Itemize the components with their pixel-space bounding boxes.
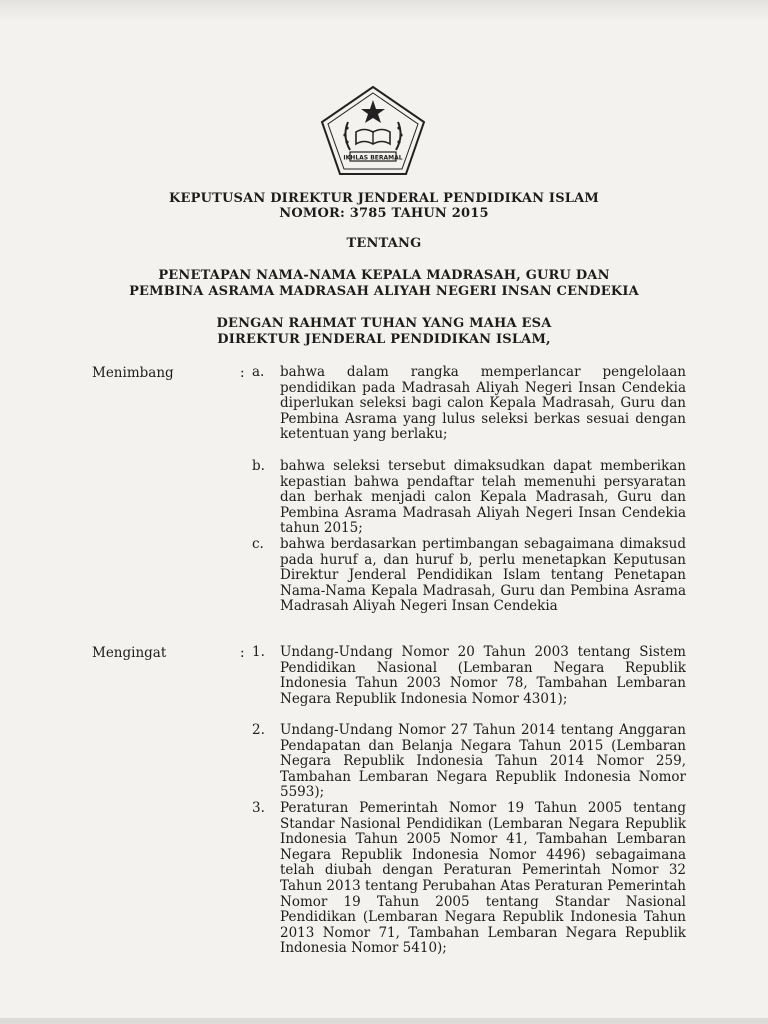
subject-line-2: PEMBINA ASRAMA MADRASAH ALIYAH NEGERI INSAN CENDEKIA [129, 284, 639, 299]
item-marker: 2. [252, 722, 265, 738]
menimbang-label: Menimbang [92, 365, 174, 381]
item-marker: 3. [252, 800, 265, 816]
scan-bottom-edge [0, 1018, 768, 1024]
menimbang-colon: : [240, 365, 245, 381]
tentang-heading: TENTANG [346, 236, 422, 251]
subject-line-1: PENETAPAN NAMA-NAMA KEPALA MADRASAH, GURU DAN [158, 268, 610, 283]
item-text: bahwa seleksi tersebut dimaksudkan dapat memberikan kepastian bahwa pendaftar telah memenuhi persyaratan dan berhak menjadi calon Kepala Madrasah, Guru dan Pembina Asrama Madrasah Aliyah Negeri Insan Cendekia tahun 2015; [280, 458, 686, 537]
ministry-of-religious-affairs-emblem-icon [318, 84, 428, 178]
menimbang-item-c [252, 537, 686, 615]
item-text: Undang-Undang Nomor 27 Tahun 2014 tentang Anggaran Pendapatan dan Belanja Negara Tahun 2015 (Lembaran Negara Republik Indonesia Tahun 2014 Nomor 259, Tambahan Lembaran Negara Republik Indonesia Nomor 5593); [280, 722, 686, 801]
mengingat-label: Mengingat [92, 645, 167, 661]
mengingat-item-3 [252, 801, 686, 957]
item-text: Peraturan Pemerintah Nomor 19 Tahun 2005 tentang Standar Nasional Pendidikan (Lembaran Negara Republik Indonesia Tahun 2005 Nomor 41, Tambahan Lembaran Negara Republik Indonesia Nomor 4496) sebagaimana telah diubah dengan Peraturan Pemerintah Nomor 32 Tahun 2013 tentang Perubahan Atas Peraturan Pemerintah Nomor 19 Tahun 2005 tentang Standar Nasional Pendidikan (Lembaran Negara Republik Indonesia Tahun 2013 Nomor 71, Tambahan Lembaran Negara Republik Indonesia Nomor 5410); [280, 800, 686, 957]
mengingat-item-2 [252, 723, 686, 801]
item-marker: 1. [252, 644, 265, 660]
scan-top-edge [0, 0, 768, 22]
preamble-line-2: DIREKTUR JENDERAL PENDIDIKAN ISLAM, [217, 332, 551, 347]
menimbang-item-b [252, 459, 686, 537]
preamble-line-1: DENGAN RAHMAT TUHAN YANG MAHA ESA [216, 316, 552, 331]
svg-text:IKHLAS BERAMAL: IKHLAS BERAMAL [343, 154, 403, 162]
mengingat-colon: : [240, 645, 245, 661]
mengingat-item-1 [252, 645, 686, 707]
menimbang-item-a [252, 365, 686, 443]
item-text: Undang-Undang Nomor 20 Tahun 2003 tentang Sistem Pendidikan Nasional (Lembaran Negara Republik Indonesia Tahun 2003 Nomor 78, Tambahan Lembaran Negara Republik Indonesia Nomor 4301); [280, 644, 686, 707]
decree-number: NOMOR: 3785 TAHUN 2015 [279, 206, 489, 221]
decree-title: KEPUTUSAN DIREKTUR JENDERAL PENDIDIKAN ISLAM [168, 191, 600, 206]
item-marker: a. [252, 364, 265, 380]
item-text: bahwa berdasarkan pertimbangan sebagaimana dimaksud pada huruf a, dan huruf b, perlu menetapkan Keputusan Direktur Jenderal Pendidikan Islam tentang Penetapan Nama-Nama Kepala Madrasah, Guru dan Pembina Asrama Madrasah Aliyah Negeri Insan Cendekia [280, 536, 686, 615]
item-marker: b. [252, 458, 265, 474]
item-text: bahwa dalam rangka memperlancar pengelolaan pendidikan pada Madrasah Aliyah Negeri Insan Cendekia diperlukan seleksi bagi calon Kepala Madrasah, Guru dan Pembina Asrama yang lulus seleksi berkas sesuai dengan ketentuan yang berlaku; [280, 364, 686, 443]
item-marker: c. [252, 536, 264, 552]
